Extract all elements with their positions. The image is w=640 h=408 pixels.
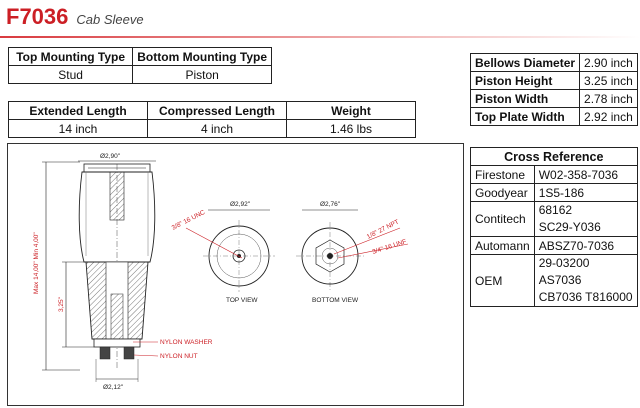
- brand-name: Automann: [471, 237, 535, 255]
- dimension-row: [471, 108, 638, 126]
- cross-reference-row: [471, 202, 638, 237]
- dimension-row: [471, 54, 638, 72]
- dimension-label: Top Plate Width: [471, 108, 580, 126]
- cross-reference-row: [471, 237, 638, 255]
- top-width-dimension: [78, 153, 156, 161]
- height-dimension-label: Max 14,00" Min 4,00": [33, 232, 40, 294]
- dimension-value: 2.78 inch: [580, 90, 638, 108]
- height-dimension: [33, 162, 80, 370]
- technical-drawing: [7, 143, 464, 406]
- hardware-labels: [133, 339, 213, 360]
- product-code: F7036: [6, 4, 69, 29]
- product-subtitle: Cab Sleeve: [76, 12, 144, 27]
- brand-name: Firestone: [471, 166, 535, 184]
- lengths-table: [8, 101, 416, 138]
- compressed-length-value: 4 inch: [148, 120, 287, 138]
- bottom-width-label: Ø2,12": [103, 384, 124, 391]
- bottom-view-thread-unf: 3/4" 16 UNF: [371, 238, 408, 256]
- part-number: CB7036 T816000: [538, 290, 633, 304]
- part-number: 68162: [538, 203, 573, 217]
- bottom-mounting-value: Piston: [133, 66, 272, 84]
- brand-name: Contitech: [471, 202, 535, 237]
- dimension-row: [471, 90, 638, 108]
- bottom-view: [296, 201, 408, 304]
- weight-header: Weight: [287, 102, 416, 120]
- compressed-length-header: Compressed Length: [148, 102, 287, 120]
- extended-length-value: 14 inch: [9, 120, 148, 138]
- dimensions-table: [470, 53, 638, 126]
- weight-value: 1.46 lbs: [287, 120, 416, 138]
- cross-reference-row: [471, 255, 638, 307]
- part-number: ABSZ70-7036: [534, 237, 637, 255]
- header-divider: [0, 36, 640, 38]
- dimension-value: 2.90 inch: [580, 54, 638, 72]
- bottom-view-diameter: Ø2,76": [320, 201, 341, 208]
- dimension-label: Bellows Diameter: [471, 54, 580, 72]
- cross-reference-row: [471, 166, 638, 184]
- extended-length-header: Extended Length: [9, 102, 148, 120]
- dimension-label: Piston Height: [471, 72, 580, 90]
- dimension-row: [471, 72, 638, 90]
- piston: [86, 262, 148, 359]
- part-number: SC29-Y036: [538, 220, 601, 234]
- top-mounting-header: Top Mounting Type: [9, 48, 133, 66]
- bottom-mounting-header: Bottom Mounting Type: [133, 48, 272, 66]
- dimension-value: 3.25 inch: [580, 72, 638, 90]
- cross-reference-row: [471, 184, 638, 202]
- part-number: AS7036: [538, 273, 582, 287]
- piston-height-label: 3,25": [58, 297, 65, 312]
- drawing-svg: [8, 144, 463, 405]
- cross-reference-table: [470, 147, 638, 307]
- nylon-washer-label: NYLON WASHER: [160, 339, 213, 346]
- mounting-table: [8, 47, 272, 84]
- bottom-view-thread-npt: 1/8" 27 NPT: [365, 218, 401, 241]
- bottom-view-caption: BOTTOM VIEW: [312, 297, 359, 304]
- part-number: 29-03200: [538, 256, 590, 270]
- brand-name: Goodyear: [471, 184, 535, 202]
- cross-reference-title: Cross Reference: [471, 148, 638, 166]
- top-mounting-value: Stud: [9, 66, 133, 84]
- part-number: W02-358-7036: [534, 166, 637, 184]
- nylon-nut-label: NYLON NUT: [160, 353, 198, 360]
- brand-name: OEM: [471, 255, 535, 307]
- top-view-diameter: Ø2,92": [230, 201, 251, 208]
- top-view-caption: TOP VIEW: [226, 297, 258, 304]
- top-width-label: Ø2,90": [100, 153, 121, 160]
- dimension-label: Piston Width: [471, 90, 580, 108]
- top-view: [171, 201, 275, 304]
- top-view-thread: 3/8" 16 UNC: [170, 209, 207, 232]
- dimension-value: 2.92 inch: [580, 108, 638, 126]
- part-number: 1S5-186: [534, 184, 637, 202]
- product-title: [6, 4, 144, 30]
